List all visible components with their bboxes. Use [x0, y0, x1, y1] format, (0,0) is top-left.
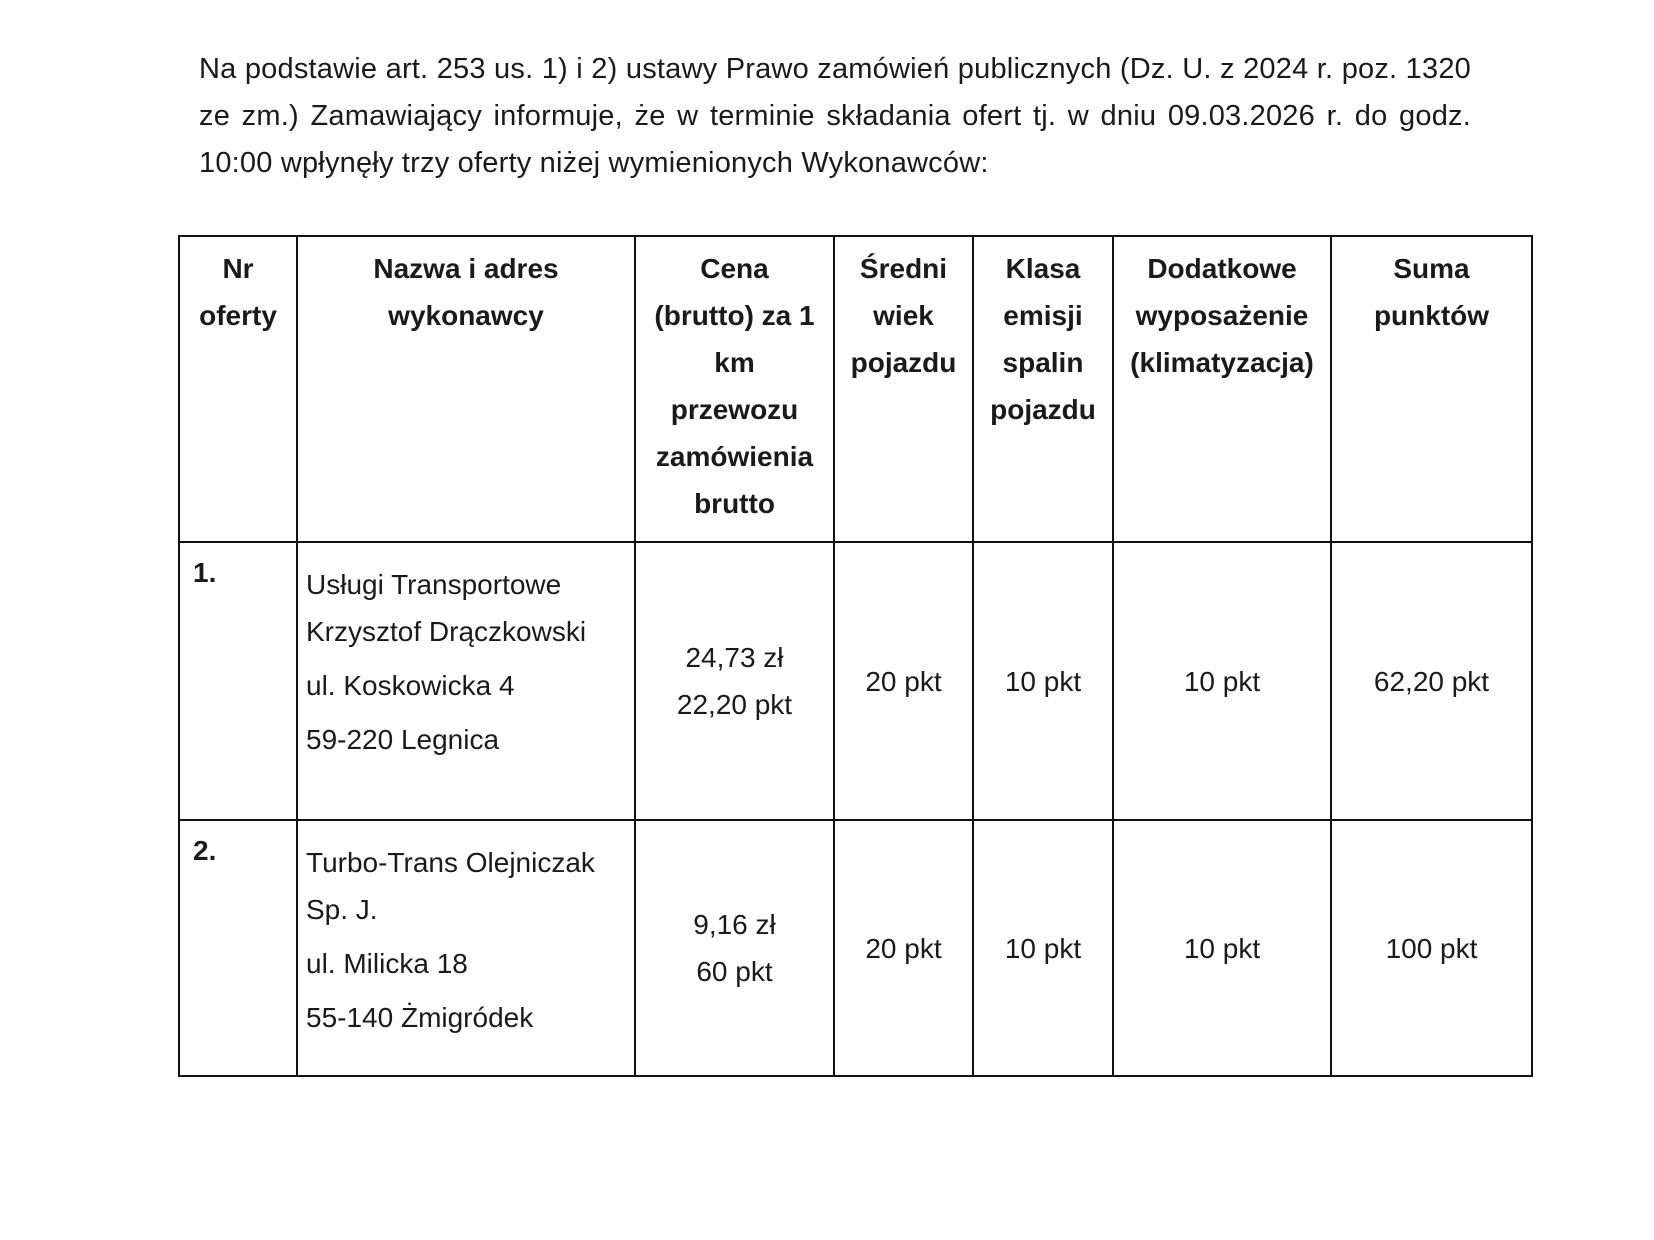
header-emission-class: Klasa emisji spalin pojazdu	[973, 236, 1113, 542]
contractor-city: 55-140 Żmigródek	[306, 1002, 534, 1033]
header-offer-number: Nr oferty	[179, 236, 297, 542]
price-cell	[635, 820, 834, 1076]
table-row	[179, 820, 1532, 1076]
total-points: 62,20 pkt	[1331, 542, 1532, 820]
contractor-name-line: Krzysztof Drączkowski	[306, 616, 587, 647]
offer-number: 1.	[179, 542, 297, 820]
offer-number: 2.	[179, 820, 297, 1076]
intro-paragraph: Na podstawie art. 253 us. 1) i 2) ustawy Prawo zamówień publicznych (Dz. U. z 2024 r. poz. 1320 ze zm.) Zamawiający informuje, że w terminie składania ofert tj. w dniu 09.03.2026 r. do godz. 10:00 wpłynęły trzy oferty niżej wymienionych Wykonawców:	[199, 53, 1471, 179]
header-vehicle-age: Średni wiek pojazdu	[834, 236, 973, 542]
emission-class-points: 10 pkt	[973, 542, 1113, 820]
header-extra-equipment: Dodatkowe wyposażenie (klimatyzacja)	[1113, 236, 1331, 542]
header-total-points: Suma punktów	[1331, 236, 1532, 542]
contractor-name-line: Turbo-Trans Olejniczak	[306, 847, 595, 878]
contractor-name-line: Usługi Transportowe	[306, 569, 562, 600]
emission-class-points: 10 pkt	[973, 820, 1113, 1076]
price-cell	[635, 542, 834, 820]
contractor-name-line: Sp. J.	[306, 894, 378, 925]
extra-equipment-points: 10 pkt	[1113, 820, 1331, 1076]
header-price: Cena (brutto) za 1 km przewozu zamówienia brutto	[635, 236, 834, 542]
price-points: 22,20 pkt	[676, 689, 793, 720]
vehicle-age-points: 20 pkt	[834, 820, 973, 1076]
price-points: 60 pkt	[696, 956, 773, 987]
price-value: 9,16 zł	[693, 909, 776, 940]
contractor-address	[297, 542, 635, 820]
table-header-row	[179, 236, 1532, 542]
contractor-street: ul. Koskowicka 4	[306, 670, 515, 701]
contractor-address	[297, 820, 635, 1076]
contractor-street: ul. Milicka 18	[306, 948, 468, 979]
header-contractor: Nazwa i adres wykonawcy	[297, 236, 635, 542]
contractor-city: 59-220 Legnica	[306, 724, 500, 755]
extra-equipment-points: 10 pkt	[1113, 542, 1331, 820]
price-value: 24,73 zł	[685, 642, 784, 673]
offers-table	[178, 235, 1533, 1077]
table-row	[179, 542, 1532, 820]
total-points: 100 pkt	[1331, 820, 1532, 1076]
vehicle-age-points: 20 pkt	[834, 542, 973, 820]
